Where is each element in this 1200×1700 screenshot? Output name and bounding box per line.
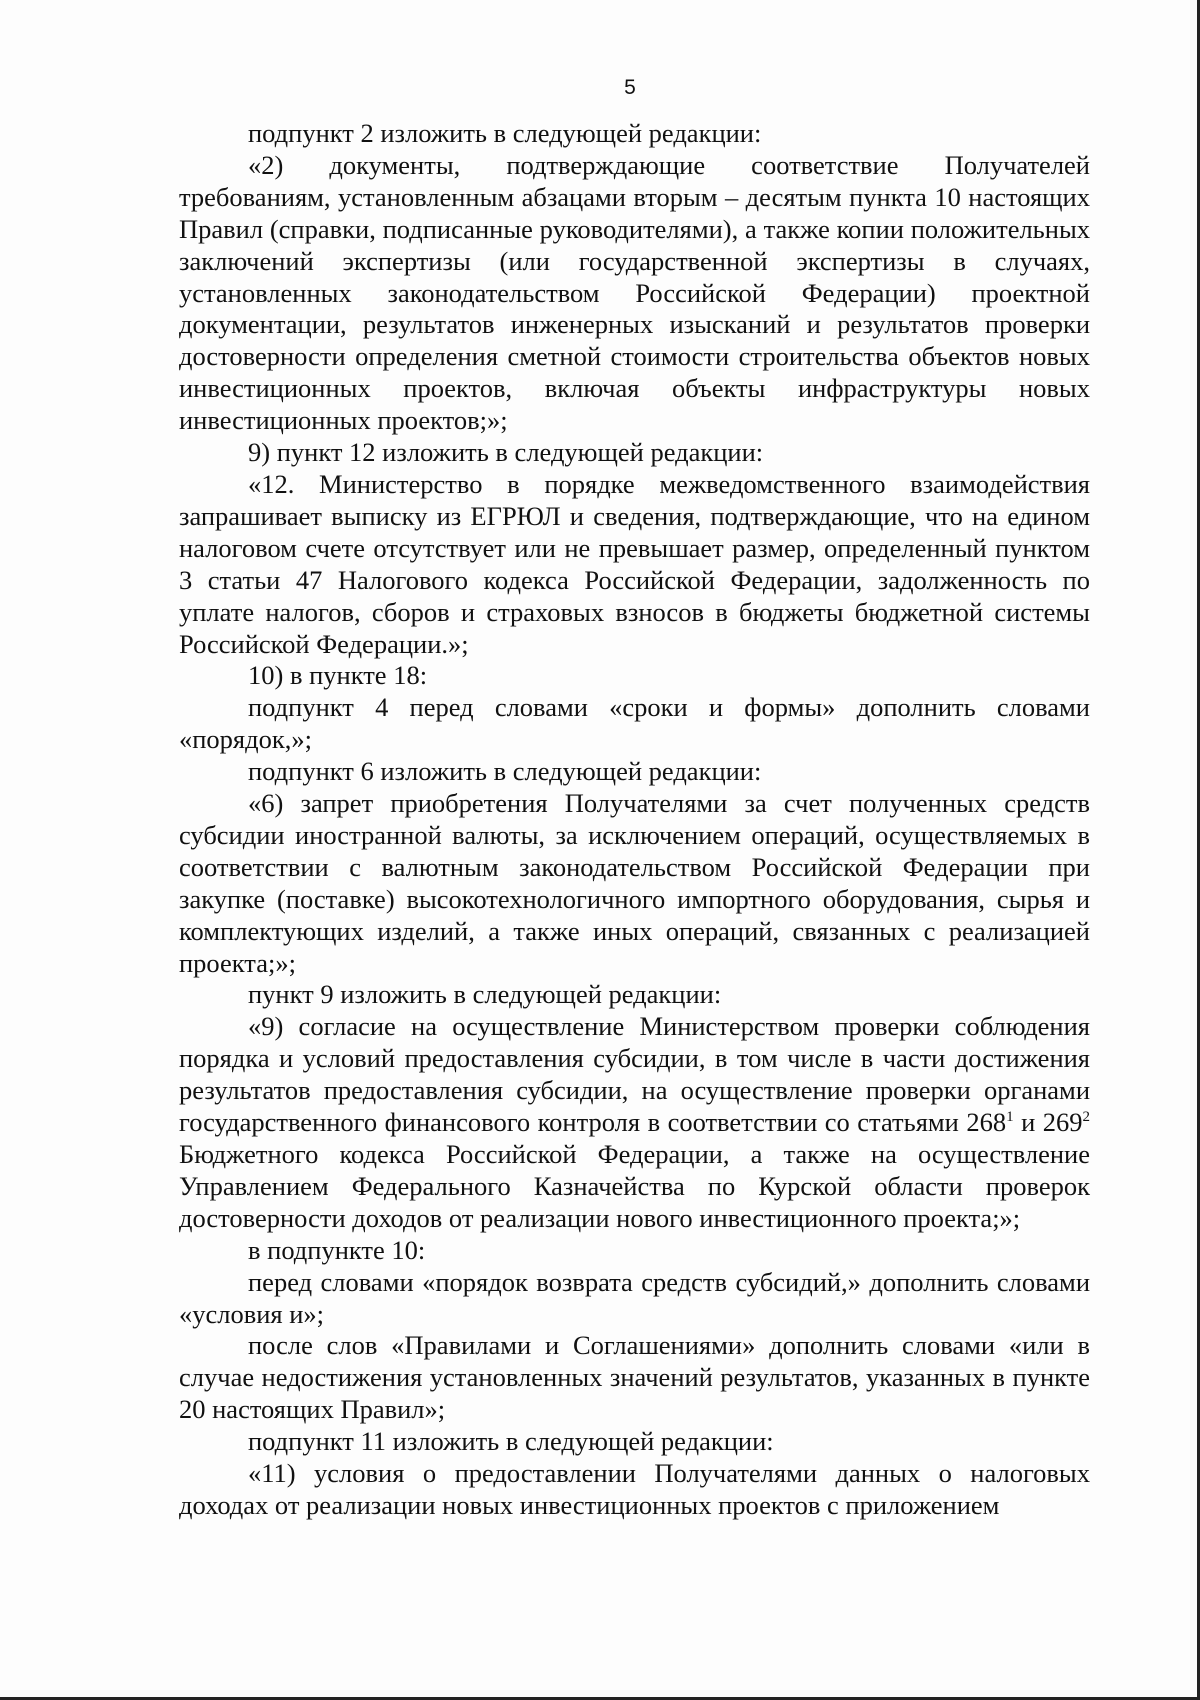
paragraph: подпункт 2 изложить в следующей редакции: bbox=[248, 118, 762, 148]
paragraph-with-superscripts bbox=[179, 1011, 1090, 1234]
paragraph-text: и 269 bbox=[1013, 1107, 1083, 1138]
superscript: 1 bbox=[1006, 1109, 1014, 1126]
paragraph-text: Бюджетного кодекса Российской Федерации, а также на осуществление Управлением Федерального Казначейства по Курской области проверок достоверности доходов от реализации нового инвестиционного проекта;»; bbox=[179, 1139, 1090, 1233]
document-body bbox=[179, 118, 1090, 1522]
paragraph: «12. Министерство в порядке межведомственного взаимодействия запрашивает выписку из ЕГРЮЛ и сведения, подтверждающие, что на едином налоговом счете отсутствует или не превышает размер, определенный пунктом 3 статьи 47 Налогового кодекса Российской Федерации, задолженность по уплате налогов, сборов и страховых взносов в бюджеты бюджетной системы Российской Федерации.»; bbox=[179, 468, 1090, 659]
paragraph: 10) в пункте 18: bbox=[248, 660, 428, 691]
paragraph: «11) условия о предоставлении Получателями данных о налоговых доходах от реализации новых инвестиционных проектов с приложением bbox=[179, 1458, 1090, 1520]
paragraph: 9) пункт 12 изложить в следующей редакции: bbox=[248, 437, 764, 468]
paragraph: после слов «Правилами и Соглашениями» дополнить словами «или в случае недостижения установленных значений результатов, указанных в пункте 20 настоящих Правил»; bbox=[179, 1330, 1090, 1425]
paragraph: перед словами «порядок возврата средств субсидий,» дополнить словами «условия и»; bbox=[179, 1266, 1090, 1329]
paragraph: пункт 9 изложить в следующей редакции: bbox=[248, 979, 722, 1010]
paragraph: «2) документы, подтверждающие соответствие Получателей требованиям, установленным абзацами вторым – десятым пункта 10 настоящих Правил (справки, подписанные руководителями), а также копии положительных заключений экспертизы (или государственной экспертизы в случаях, установленных законодательством Российской Федерации) проектной документации, результатов инженерных изысканий и результатов проверки достоверности определения сметной стоимости строительства объектов новых инвестиционных проектов, включая объекты инфраструктуры новых инвестиционных проектов;»; bbox=[179, 149, 1090, 436]
paragraph: в подпункте 10: bbox=[248, 1234, 426, 1265]
superscript: 2 bbox=[1082, 1109, 1090, 1126]
paragraph: «6) запрет приобретения Получателями за счет полученных средств субсидии иностранной валюты, за исключением операций, осуществляемых в соответствии с валютным законодательством Российской Федерации при закупке (поставке) высокотехнологичного импортного оборудования, сырья и комплектующих изделий, а также иных операций, связанных с реализацией проекта;»; bbox=[179, 788, 1090, 978]
page-number: 5 bbox=[624, 76, 636, 99]
paragraph: подпункт 11 изложить в следующей редакции: bbox=[248, 1426, 774, 1457]
paragraph-text: «9) согласие на осуществление Министерством проверки соблюдения порядка и условий предоставления субсидии, в том числе в части достижения результатов предоставления субсидии, на осуществление проверки органами государственного финансового контроля в соответствии со статьями 268 bbox=[179, 1011, 1090, 1138]
paragraph: подпункт 6 изложить в следующей редакции: bbox=[248, 756, 762, 787]
paragraph: подпункт 4 перед словами «сроки и формы» дополнить словами «порядок,»; bbox=[179, 692, 1090, 755]
